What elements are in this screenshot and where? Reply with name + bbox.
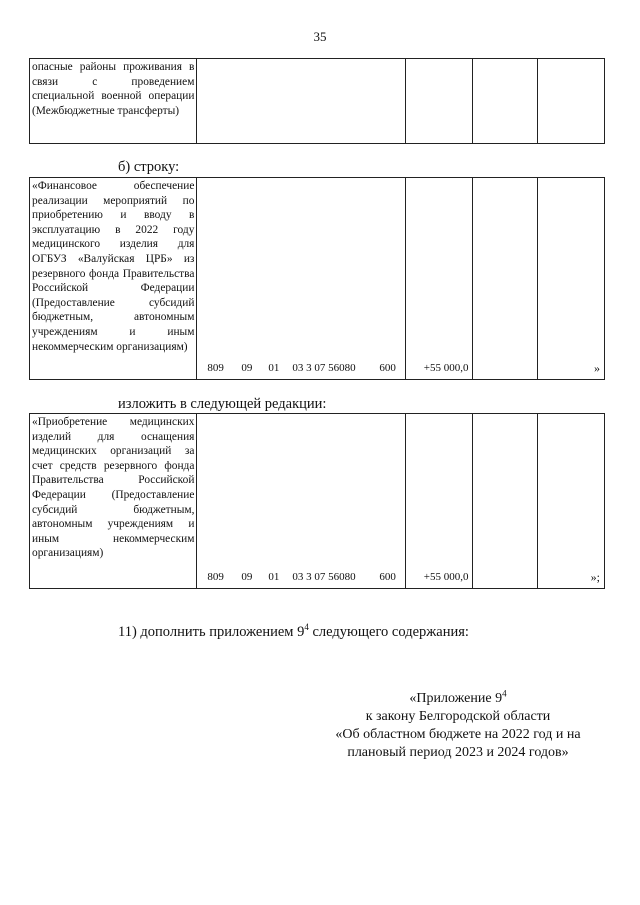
item-11-text — [118, 623, 469, 641]
row3-closing-quote: »; — [590, 570, 600, 585]
row2-expense: 600 — [379, 362, 396, 375]
table-row-1 — [29, 58, 605, 144]
appendix-line-3: «Об областном бюджете на 2022 год и на — [335, 727, 581, 742]
row2-codes — [197, 362, 406, 376]
row2-extra-cell-2 — [538, 178, 604, 379]
row3-subsection: 01 — [268, 571, 280, 584]
row3-target: 03 3 07 56080 — [292, 571, 356, 584]
row3-codes-cell — [197, 414, 405, 588]
row3-extra-cell-2 — [538, 414, 604, 588]
caption-b: б) строку: — [118, 159, 180, 175]
appendix-line-4: плановый период 2023 и 2024 годов» — [347, 745, 569, 760]
item-11-sup: 4 — [304, 622, 309, 633]
table-row-2 — [29, 177, 605, 380]
appendix-line-1 — [300, 690, 616, 708]
row2-codes-cell — [197, 178, 405, 379]
row2-target: 03 3 07 56080 — [292, 362, 356, 375]
row1-extra-cell-1 — [473, 59, 538, 143]
page-number: 35 — [313, 29, 327, 44]
row3-expense: 600 — [379, 571, 396, 584]
row3-ministry: 809 — [207, 571, 224, 584]
row2-subsection: 01 — [268, 362, 280, 375]
row2-name-cell — [30, 178, 197, 379]
appendix-title-sup: 4 — [502, 688, 507, 699]
row2-sum: +55 000,0 — [423, 362, 469, 375]
row3-sum: +55 000,0 — [423, 571, 469, 584]
item-11-before: 11) дополнить приложением 9 — [118, 624, 305, 640]
row3-name: «Приобретение медицинских изделий для оснащения медицинских организаций за счет средств резервного фонда Правительства Российской Федерации (Предоставление субсидий бюджетным, автономным учреждениям и иным некоммерческим организациям) — [32, 416, 195, 560]
caption-edit: изложить в следующей редакции: — [118, 396, 327, 412]
appendix-title: «Приложение 9 — [409, 691, 503, 706]
row3-name-cell — [30, 414, 197, 588]
row1-name-cell — [30, 59, 197, 143]
row3-codes — [197, 571, 406, 585]
appendix-block — [300, 690, 616, 762]
row1-extra-cell-2 — [538, 59, 604, 143]
item-11-after: следующего содержания: — [308, 624, 469, 640]
row2-section: 09 — [241, 362, 253, 375]
row1-codes-cell — [197, 59, 405, 143]
row1-sum-cell — [406, 59, 474, 143]
row3-extra-cell-1 — [473, 414, 538, 588]
row2-extra-cell-1 — [473, 178, 538, 379]
row2-name: «Финансовое обеспечение реализации мероприятий по приобретению и вводу в эксплуатацию в 2022 году медицинского изделия для ОГБУЗ «Валуйская ЦРБ» из резервного фонда Правительства Российской Федерации (Предоставление субсидий бюджетным, автономным учреждениям и иным некоммерческим организациям) — [32, 180, 195, 353]
row1-name: опасные районы проживания в связи с проведением специальной военной операции (Межбюджетные трансферты) — [32, 61, 195, 117]
appendix-line-2: к закону Белгородской области — [365, 709, 551, 724]
table-row-3 — [29, 413, 605, 589]
row2-sum-cell — [406, 178, 474, 379]
row2-closing-quote: » — [594, 361, 600, 376]
row3-sum-cell — [406, 414, 474, 588]
row3-section: 09 — [241, 571, 253, 584]
row2-ministry: 809 — [207, 362, 224, 375]
